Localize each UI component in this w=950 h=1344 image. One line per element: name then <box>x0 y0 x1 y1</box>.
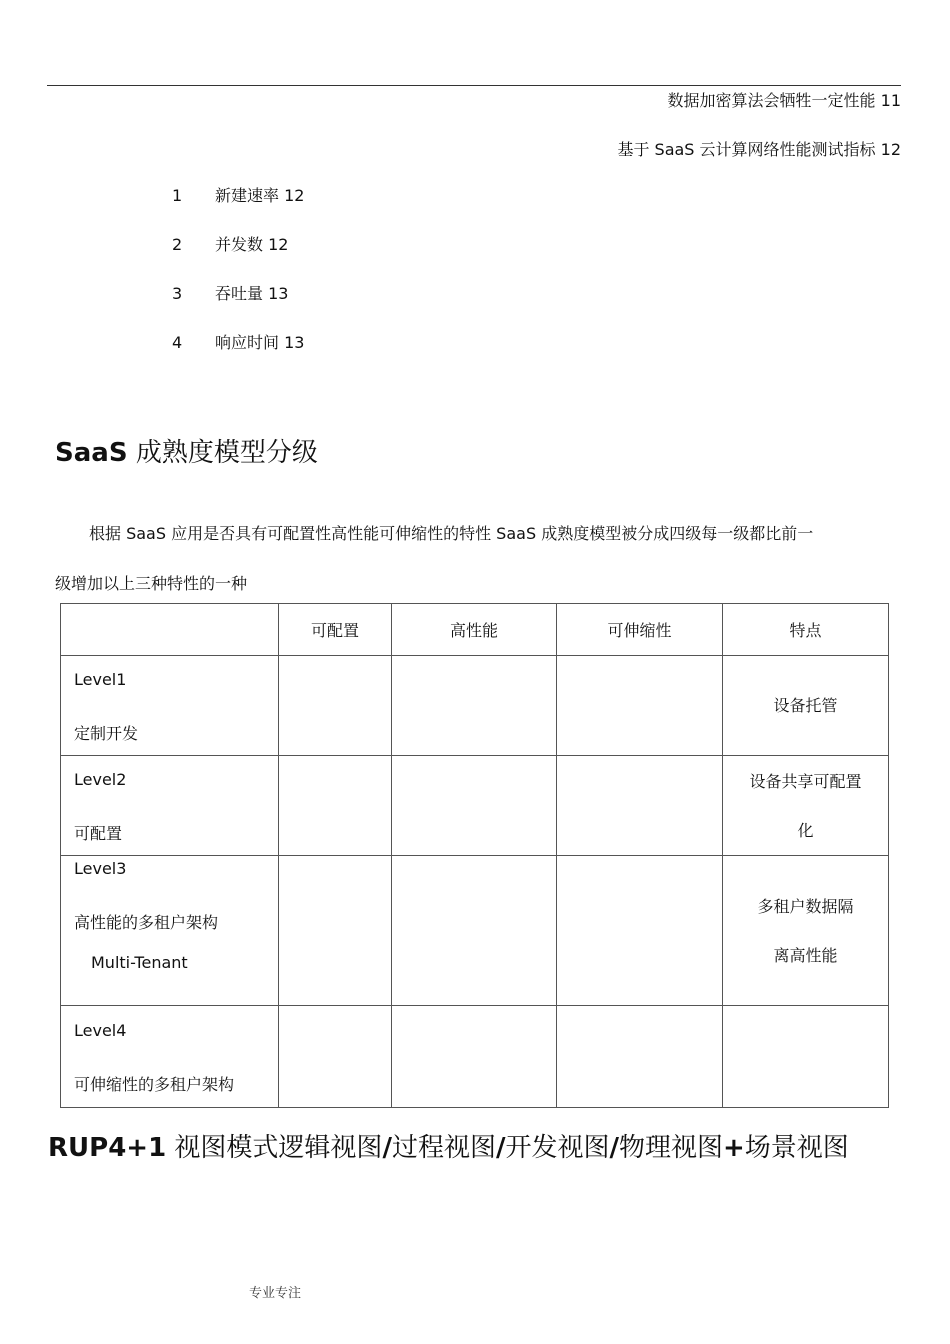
level-name: Level2 <box>74 770 127 789</box>
feature-cell <box>723 1006 889 1108</box>
table-cell <box>279 656 392 756</box>
table-header-cell <box>61 604 279 656</box>
toc-item-text: 响应时间 13 <box>215 333 305 352</box>
table-cell <box>392 856 557 1006</box>
level-cell <box>61 1006 279 1108</box>
level-desc: 定制开发 <box>74 724 139 743</box>
feature-line: 化 <box>797 820 814 840</box>
toc-item-number: 1 <box>172 186 183 205</box>
table-cell <box>557 856 723 1006</box>
level-desc-2: Multi-Tenant <box>91 953 188 972</box>
rup-heading-part: 过程视图 <box>391 1133 496 1163</box>
toc-item-number: 2 <box>172 235 183 254</box>
paragraph-line-1: 根据 SaaS 应用是否具有可配置性高性能可伸缩性的特性 SaaS 成熟度模型被分成四级每一级都比前一 <box>89 524 814 543</box>
toc-line-1: 数据加密算法会牺牲一定性能 11 <box>667 91 901 110</box>
maturity-table <box>60 603 889 1108</box>
feature-cell <box>723 756 889 856</box>
section-heading-text: 成熟度模型分级 <box>135 438 318 468</box>
paragraph-line-2: 级增加以上三种特性的一种 <box>55 574 248 593</box>
rup-heading-separator: / <box>382 1133 392 1163</box>
toc-item-4 <box>172 330 304 353</box>
toc-item-text: 新建速率 12 <box>215 186 305 205</box>
level-desc: 可伸缩性的多租户架构 <box>74 1075 235 1094</box>
feature-cell <box>723 656 889 756</box>
level-cell <box>61 656 279 756</box>
rup-heading-part: 开发视图 <box>505 1133 610 1163</box>
table-cell <box>392 656 557 756</box>
feature-cell <box>723 856 889 1006</box>
level-cell <box>61 856 279 1006</box>
toc-line-2: 基于 SaaS 云计算网络性能测试指标 12 <box>617 140 901 159</box>
toc-item-3 <box>172 281 288 304</box>
level-desc: 高性能的多租户架构 <box>74 913 219 932</box>
rup-heading-part: 物理视图 <box>618 1133 723 1163</box>
rup-heading-part: 视图模式逻辑视图 <box>174 1133 383 1163</box>
section-heading-bold: SaaS <box>55 438 128 468</box>
level-cell <box>61 756 279 856</box>
rup-heading-part: 场景视图 <box>744 1133 849 1163</box>
table-header-cell: 高性能 <box>392 604 557 656</box>
table-cell <box>279 856 392 1006</box>
rup-heading-bold: RUP4+1 <box>48 1133 167 1163</box>
table-row <box>61 1006 889 1108</box>
table-header-row <box>61 604 889 656</box>
table-cell <box>557 756 723 856</box>
level-name: Level3 <box>74 859 127 878</box>
section-heading <box>55 432 318 469</box>
table-header-cell: 特点 <box>723 604 889 656</box>
table-header-cell: 可配置 <box>279 604 392 656</box>
header-rule <box>47 85 901 86</box>
rup-heading-separator: / <box>609 1133 619 1163</box>
table-cell <box>557 1006 723 1108</box>
table-cell <box>557 656 723 756</box>
table-header-cell: 可伸缩性 <box>557 604 723 656</box>
toc-item-text: 并发数 12 <box>215 235 289 254</box>
rup-heading <box>48 1127 849 1164</box>
table-cell <box>279 1006 392 1108</box>
table-row <box>61 656 889 756</box>
level-name: Level1 <box>74 670 127 689</box>
toc-item-text: 吞吐量 13 <box>215 284 289 303</box>
toc-item-number: 3 <box>172 284 183 303</box>
level-name: Level4 <box>74 1021 127 1040</box>
level-desc: 可配置 <box>74 824 123 843</box>
table-cell <box>392 756 557 856</box>
rup-heading-separator: + <box>722 1133 745 1163</box>
table-cell <box>392 1006 557 1108</box>
feature-line: 多租户数据隔 <box>757 896 854 916</box>
table-row <box>61 756 889 856</box>
page-footer: 专业专注 <box>249 1286 302 1301</box>
rup-heading-separator: / <box>495 1133 506 1163</box>
toc-item-number: 4 <box>172 333 183 352</box>
feature-line: 设备共享可配置 <box>749 771 862 791</box>
toc-item-2 <box>172 232 288 255</box>
table-row <box>61 856 889 1006</box>
toc-item-1 <box>172 183 304 206</box>
feature-line: 离高性能 <box>773 945 838 965</box>
table-cell <box>279 756 392 856</box>
feature-line: 设备托管 <box>773 696 838 715</box>
